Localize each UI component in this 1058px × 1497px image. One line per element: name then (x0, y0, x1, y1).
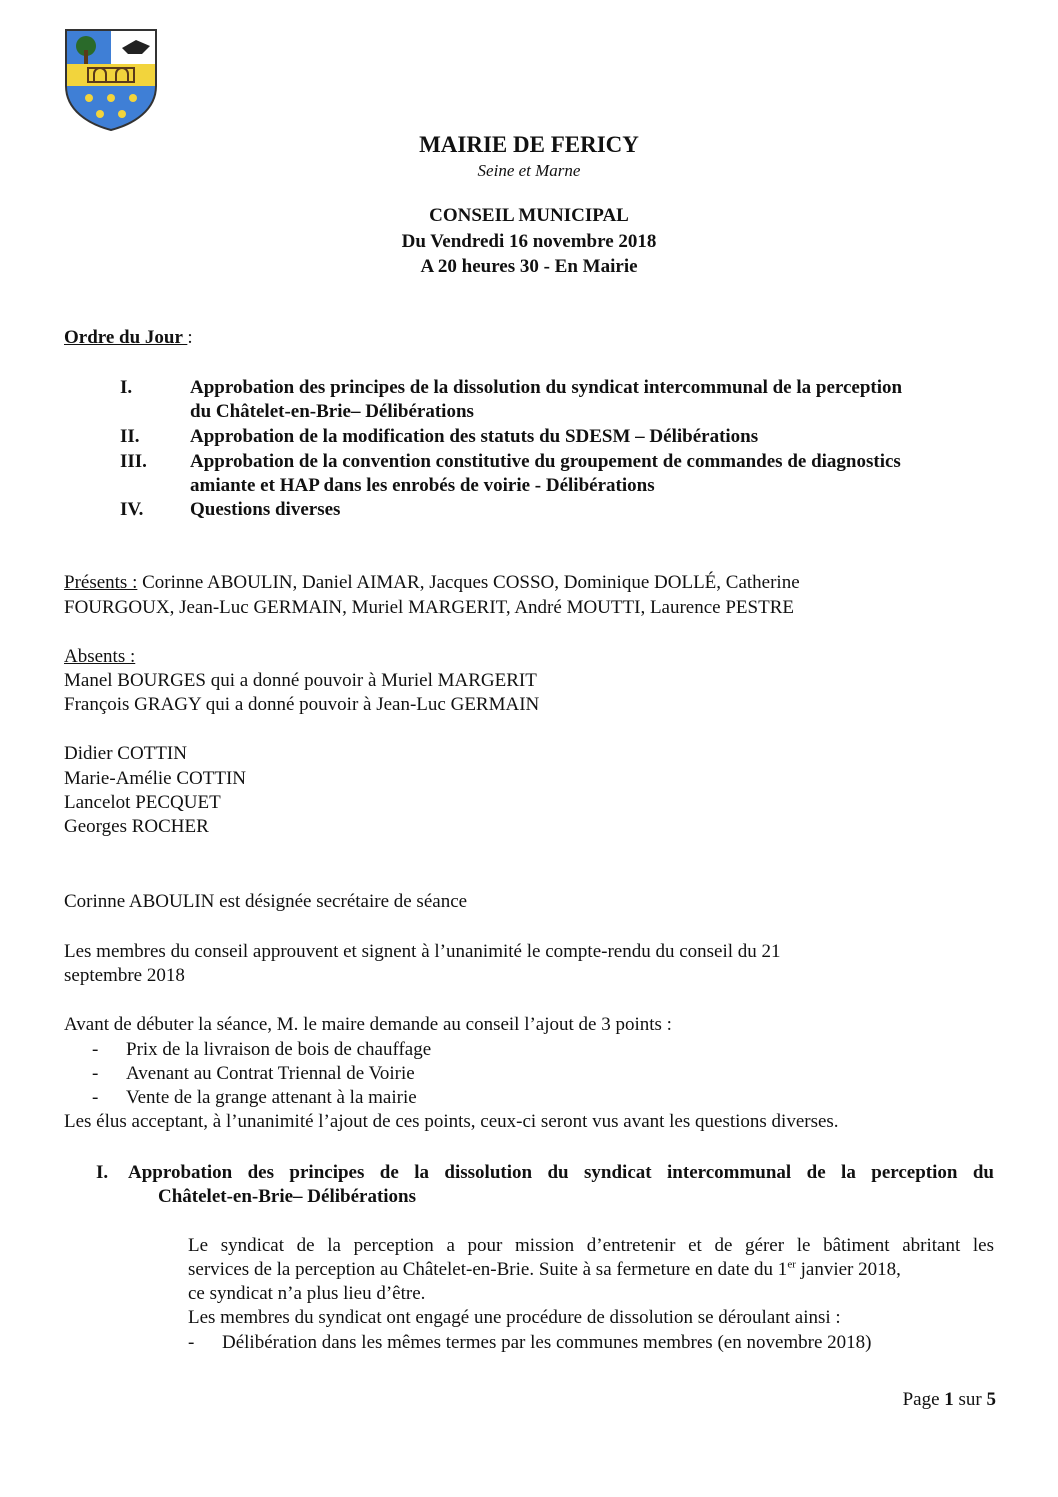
addition-item: Avenant au Contrat Triennal de Voirie (126, 1063, 415, 1084)
section-title: Châtelet-en-Brie– Délibérations (158, 1186, 417, 1207)
absent-with-proxy: Manel BOURGES qui a donné pouvoir à Muriel MARGERIT (64, 670, 537, 691)
agenda-item-number: II. (120, 426, 140, 447)
page-indicator: Page 1 sur 5 (902, 1389, 996, 1410)
section-paragraph-line: Le syndicat de la perception a pour mission d’entretenir et de gérer le bâtiment abritant les (188, 1235, 994, 1256)
additions-conclusion: Les élus acceptant, à l’unanimité l’ajout de ces points, ceux-ci seront vus avant les questions diverses. (64, 1111, 839, 1132)
agenda-item-text: Approbation de la modification des statuts du SDESM – Délibérations (190, 426, 759, 447)
meeting-title: CONSEIL MUNICIPAL (429, 205, 629, 226)
section-paragraph-line: services de la perception au Châtelet-en-Brie. Suite à sa fermeture en date du 1er janvier 2018, (188, 1258, 901, 1280)
meeting-time: A 20 heures 30 - En Mairie (420, 256, 638, 277)
agenda-item-text: amiante et HAP dans les enrobés de voirie - Délibérations (190, 475, 655, 496)
agenda-item-number: I. (120, 377, 133, 398)
agenda-item-number: IV. (120, 499, 144, 520)
addition-item: Prix de la livraison de bois de chauffage (126, 1039, 432, 1060)
section-number: I. (96, 1162, 109, 1183)
absents-label: Absents : (64, 646, 136, 667)
agenda-item-text: Approbation des principes de la dissolution du syndicat intercommunal de la perception (190, 377, 903, 398)
approval-line: Les membres du conseil approuvent et signent à l’unanimité le compte-rendu du conseil du 21 (64, 941, 781, 962)
agenda-item-text: Approbation de la convention constitutive du groupement de commandes de diagnostics (190, 451, 901, 472)
absent-member: Georges ROCHER (64, 816, 209, 837)
absent-member: Didier COTTIN (64, 743, 187, 764)
absent-with-proxy: François GRAGY qui a donné pouvoir à Jean-Luc GERMAIN (64, 694, 540, 715)
presents-line: FOURGOUX, Jean-Luc GERMAIN, Muriel MARGERIT, André MOUTTI, Laurence PESTRE (64, 597, 794, 618)
mairie-title: MAIRIE DE FERICY (419, 132, 639, 157)
absent-member: Marie-Amélie COTTIN (64, 768, 247, 789)
bullet-dash: - (92, 1087, 99, 1108)
meeting-date: Du Vendredi 16 novembre 2018 (401, 231, 657, 252)
approval-line: septembre 2018 (64, 965, 185, 986)
department-subtitle: Seine et Marne (477, 161, 581, 180)
bullet-dash: - (188, 1332, 195, 1353)
section-bullet-item: Délibération dans les mêmes termes par les communes membres (en novembre 2018) (222, 1332, 872, 1353)
agenda-heading: Ordre du Jour : (64, 327, 193, 348)
bullet-dash: - (92, 1063, 99, 1084)
presents-line: Présents : Corinne ABOULIN, Daniel AIMAR, Jacques COSSO, Dominique DOLLÉ, Catherine (64, 572, 800, 593)
addition-item: Vente de la grange attenant à la mairie (126, 1087, 417, 1108)
agenda-item-text: du Châtelet-en-Brie– Délibérations (190, 401, 474, 422)
agenda-item-text: Questions diverses (190, 499, 341, 520)
absent-member: Lancelot PECQUET (64, 792, 221, 813)
additions-intro: Avant de débuter la séance, M. le maire demande au conseil l’ajout de 3 points : (64, 1014, 672, 1035)
section-paragraph-line: Les membres du syndicat ont engagé une procédure de dissolution se déroulant ainsi : (188, 1307, 841, 1328)
bullet-dash: - (92, 1039, 99, 1060)
section-paragraph-line: ce syndicat n’a plus lieu d’être. (188, 1283, 426, 1304)
secretary-statement: Corinne ABOULIN est désignée secrétaire de séance (64, 891, 468, 912)
municipal-crest-logo (64, 28, 158, 132)
agenda-item-number: III. (120, 451, 147, 472)
section-title: Approbation des principes de la dissolution du syndicat intercommunal de la perception du (128, 1162, 994, 1183)
